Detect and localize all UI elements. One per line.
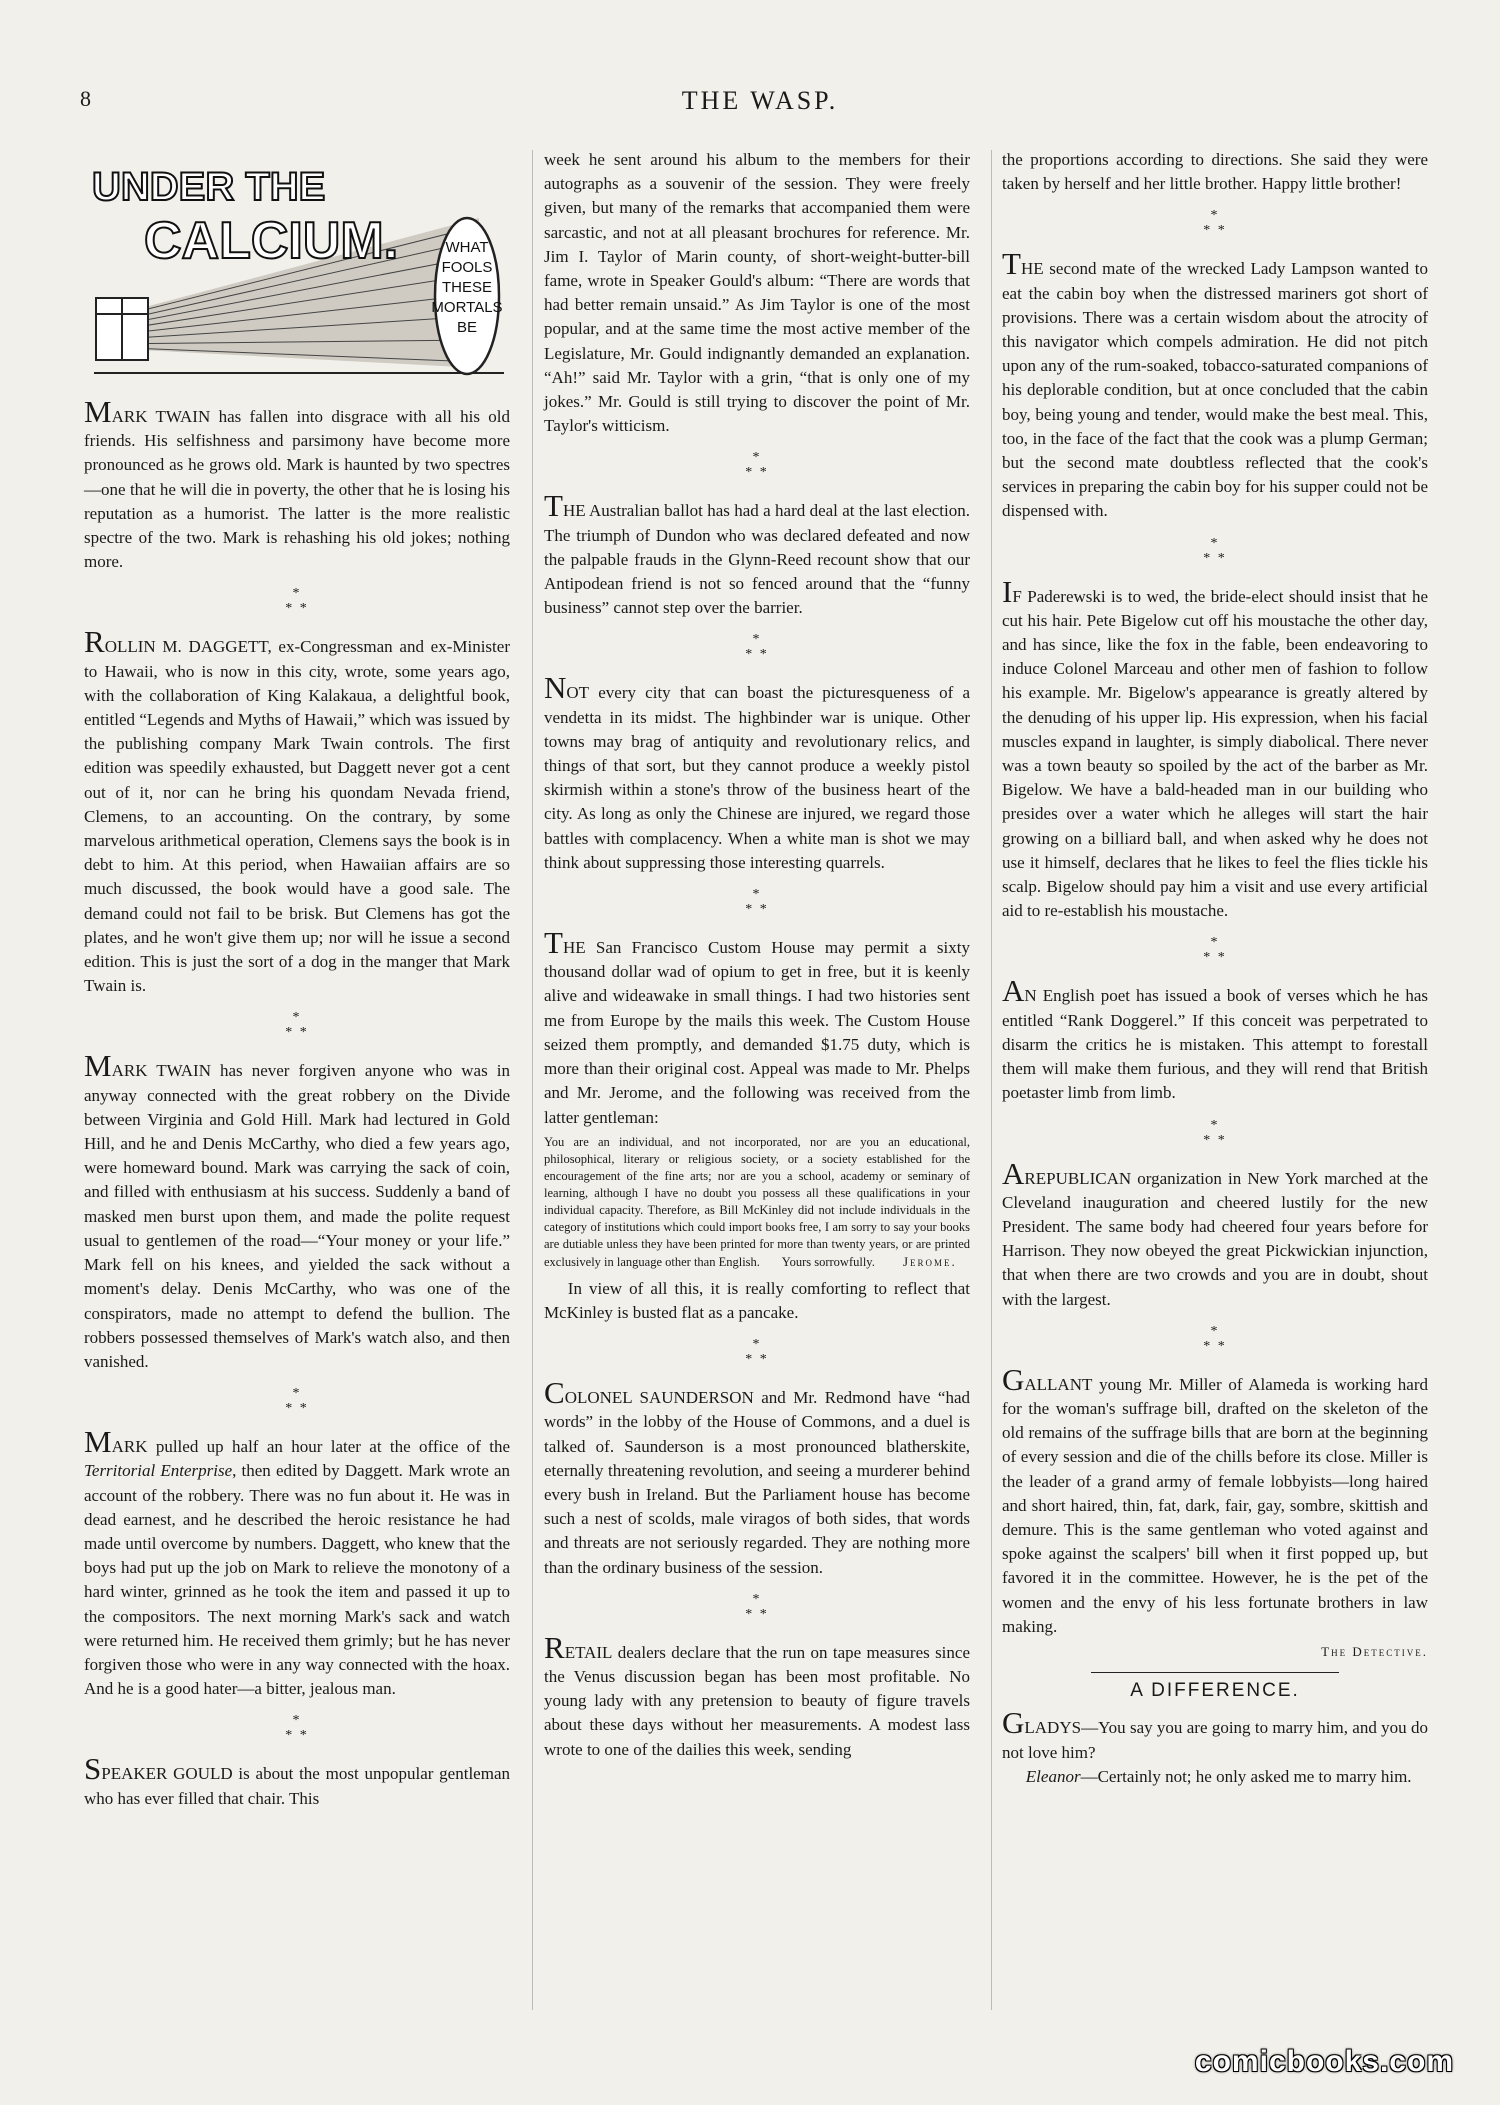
section-separator: * * * (1203, 1323, 1227, 1354)
section-separator: * * * (1203, 935, 1227, 966)
dialogue-gladys: GLADYS—You say you are going to marry him, and you do not love him? (1002, 1705, 1428, 1762)
article-daggett: ROLLIN M. DAGGETT, ex-Congressman and ex-Minister to Hawaii, who is now in this city, wrote, some years ago, with the collaboration of King Kalakaua, a delightful book, entitled “Legends and Myths of Hawaii,” which was issued by the publishing company Mark Twain controls. The first edition was speedily exhausted, but Daggett never got a cent out of it, nor can he bring his quondam Nevada friend, Clemens, to an accounting. On the contrary, by some marvelous arithmetical operation, Clemens says the book is in debt to him. At this period, when Hawaiian affairs are so much discussed, the book would have a good sale. The demand could not fail to be brisk. But Clemens has got the plates, and he won't give them up; nor will he issue a second edition. This is just the sort of a dog in the manger that Mark Twain is. (84, 624, 510, 996)
caption-line: THESE (441, 279, 493, 296)
column-1 (84, 148, 510, 1811)
column-rule (532, 150, 533, 2010)
caption-line: WHAT (445, 239, 489, 256)
article-mark-twain-disgrace: MARK TWAIN has fallen into disgrace with all his old friends. His selfishness and parsimony have become more pronounced as he grows old. Mark is haunted by two spectres—one that he will die in poverty, the other that he is losing his reputation as a humorist. The latter is the more realistic spectre of the two. Mark is rehashing his old jokes; nothing more. (84, 394, 510, 572)
under-the-calcium-illustration (84, 148, 510, 386)
column-3 (1002, 148, 1428, 1789)
section-separator: * * * (745, 1591, 769, 1622)
comicbooks-watermark: comicbooks.com (1194, 2045, 1454, 2078)
article-speaker-gould-continued: week he sent around his album to the members for their autographs as a souvenir of the session. They were freely given, but many of the remarks that accompanied them were sarcastic, and not at all pleasant brochures for reference. Mr. Jim I. Taylor of Marin county, of short-weight-butter-bill fame, wrote in Speaker Gould's album: “There are words that had better remain unsaid.” As Jim Taylor is one of the most popular, and at the same time the most active member of the Legislature, Mr. Gould indignantly demanded an explanation. “Ah!” said Mr. Taylor with a grin, “that is only one of my jokes.” Mr. Gould is still trying to discover the point of Mr. Taylor's witticism. (544, 150, 970, 436)
section-separator: * * * (1203, 1117, 1227, 1148)
page-header (80, 86, 1440, 118)
article-republican-organization: AREPUBLICAN organization in New York marched at the Cleveland inauguration and cheered lustily for the new President. The same body had cheered four years before for Harrison. They now obeyed the great Pickwickian injunction, that when there are two crowds and you are in doubt, shout with the largest. (1002, 1155, 1428, 1309)
section-separator: * * * (1203, 208, 1227, 239)
illustration-title-line1: UNDER THE (92, 165, 326, 209)
section-separator: * * * (745, 632, 769, 663)
dialogue-eleanor: Eleanor—Certainly not; he only asked me to marry him. (1025, 1766, 1412, 1786)
article-custom-house: THE San Francisco Custom House may permit a sixty thousand dollar wad of opium to get in free, but it is keenly alive and wideawake in small things. I had two histories sent me from Europe by the mails this week. The Custom House seized them promptly, and demanded $1.75 duty, which is more than their original cost. Appeal was made to Mr. Phelps and Mr. Jerome, and the following was received from the latter gentleman: (544, 925, 970, 1127)
article-mark-twain-robbery: MARK TWAIN has never forgiven anyone who was in anyway connected with the great robbery on the Divide between Virginia and Gold Hill. Mark had lectured in Gold Hill, and he and Denis McCarthy, who died a few years ago, were homeward bound. Mark was carrying the sack of coin, and filled with enthusiasm at his success. Suddenly a band of masked men burst upon them, and made the polite request usual to gentlemen of the road—“Your money or your life.” Mark fell on his knees, and yielded the sack without a moment's delay. Denis McCarthy, who was one of the conspirators, made no attempt to defend the bullion. The robbers possessed themselves of Mark's watch also, and then vanished. (84, 1048, 510, 1371)
article-australian-ballot: THE Australian ballot has had a hard deal at the last election. The triumph of Dundon who was declared defeated and now the palpable frauds in the Glynn-Reed recount show that our Antipodean friend is not so fenced around that the “funny business” cannot step over the barrier. (544, 488, 970, 618)
section-separator: * * * (285, 1713, 309, 1744)
column-signature: The Detective. (1321, 1643, 1428, 1659)
section-separator: * * * (1203, 535, 1227, 566)
article-tape-measures: RETAIL dealers declare that the run on tape measures since the Venus discussion began has been most profitable. No young lady with any pretension to beauty of figure travels about these days without her measurements. A modest lass wrote to one of the dailies this week, sending (544, 1629, 970, 1759)
page-number: 8 (80, 86, 91, 111)
caption-line: FOOLS (441, 259, 493, 276)
article-paderewski: IF Paderewski is to wed, the bride-elect should insist that he cut his hair. Pete Bigelow cut off his moustache the other day, and has since, like the fox in the fable, been endeavoring to induce Colonel Marceau and other men of fashion to follow his example. Mr. Bigelow's appearance is greatly altered by the denuding of his upper lip. His expression, when his facial muscles expand in laughter, is simply diabolical. There never was a town beauty so spoiled by the act of the barber as Mr. Bigelow. We have a bald-headed man in our building who presides over a water which he alleges will start the hair growing on a billiard ball, and when asked why he does not use it himself, declares that he likes to feel the flies tickle his scalp. Bigelow should pay him a visit and use every artificial aid to re-establish his moustache. (1002, 573, 1428, 921)
article-mr-miller: GALLANT young Mr. Miller of Alameda is working hard for the woman's suffrage bill, drafted on the skeleton of the old remains of the suffrage bills that are born at the beginning of every session and die of the chills before its close. Miller is the leader of a grand army of female lobbyists—long haired and short haired, thin, fat, dark, fair, gay, sombre, skittish and demure. This is the same gentleman who voted against and spoke against the scalpers' bill when it first popped up, but favored it in the committee. However, he is the pet of the women and the envy of his less fortunate brothers in law making. (1002, 1361, 1428, 1636)
section-separator: * * * (745, 450, 769, 481)
column-2 (544, 148, 970, 1762)
article-vendetta: NOT every city that can boast the picturesqueness of a vendetta in its midst. The highbinder war is unique. Other towns may brag of antiquity and revolutionary relics, and things of that sort, but they cannot produce a weekly pistol skirmish within a stone's throw of the business heart of the city. As long as only the Chinese are injured, we regard those battles with complacency. When a white man is shot we may think about suppressing those interesting quarrels. (544, 670, 970, 872)
article-lady-lampson: THE second mate of the wrecked Lady Lampson wanted to eat the cabin boy when the distressed mariners got short of provisions. There was a certain wisdom about the atrocity of this navigator which compels admiration. He did not pitch upon any of the rum-soaked, tobacco-saturated companions of his deplorable condition, but at once concluded that the cabin boy, being young and tender, would make the best meal. This, too, in the face of the fact that the cook was a plump German; but the second mate doubtless reflected that the cook's services in preparing the cabin boy for his supper could not be dispensed with. (1002, 246, 1428, 521)
article-mckinley-comment: In view of all this, it is really comforting to reflect that McKinley is busted flat as a pancake. (544, 1278, 970, 1322)
letter-closing: Yours sorrowfully. (781, 1254, 875, 1269)
letter-signature: Jerome. (903, 1253, 957, 1269)
column-rule (991, 150, 992, 2010)
calcium-light-drawing (84, 148, 510, 386)
illustration-title-line2: CALCIUM. (144, 212, 399, 270)
article-english-poet: AN English poet has issued a book of verses which he has entitled “Rank Doggerel.” If this conceit was perpetrated to disarm the critics he is mistaken. This attempt to forestall them will make them furious, and they will rend that British poetaster limb from limb. (1002, 973, 1428, 1103)
masthead-title: THE WASP. (681, 86, 839, 115)
section-separator: * * * (285, 1386, 309, 1417)
a-difference-heading: A DIFFERENCE. (1130, 1680, 1300, 1702)
section-rule (1091, 1672, 1338, 1673)
article-tape-measures-continued: the proportions according to directions. She said they were taken by herself and her little brother. Happy little brother! (1002, 150, 1428, 194)
section-separator: * * * (285, 586, 309, 617)
section-separator: * * * (285, 1010, 309, 1041)
article-speaker-gould: SPEAKER GOULD is about the most unpopular gentleman who has ever filled that chair. This (84, 1751, 510, 1808)
section-separator: * * * (745, 887, 769, 918)
article-mark-twain-hoax: MARK pulled up half an hour later at the office of the Territorial Enterprise, then edited by Daggett. Mark wrote an account of the robbery. There was no fun about it. He was in dead earnest, and he described the heroic resistance he had made until overcome by numbers. Daggett, who knew that the boys had put up the job on Mark to relieve the monotony of a hard winter, grinned as he took the item and passed it up to the compositors. The next morning Mark's sack and watch were returned him. He received them grimly; but he has never forgiven those who were in any way connected with the hoax. And he is a good hater—a bitter, jealous man. (84, 1424, 510, 1699)
section-separator: * * * (745, 1337, 769, 1368)
article-colonel-saunderson: COLONEL SAUNDERSON and Mr. Redmond have “had words” in the lobby of the House of Commons, and a duel is talked of. Saunderson is a most pronounced blatherskite, eternally threatening revolution, and seeing a murderer behind every bush in Ireland. But the Parliament house has become such a nest of scolds, male viragos of both sides, that words and threats are not seriously regarded. They are nothing more than the ordinary business of the session. (544, 1375, 970, 1577)
jerome-letter: You are an individual, and not incorporated, nor are you an educational, philosophical, literary or religious society, or a society established for the encouragement of the fine arts; nor are you a school, academy or seminary of learning, although I have no doubt you possess all these qualifications in your individual capacity. Therefore, as Bill McKinley did not include individuals in the category of institutions which could import books free, I am sorry to say your books are dutiable unless they have been printed for more than twenty years, or are printed exclusively in language other than English. Yours sorrowfully. Jerome. (544, 1134, 970, 1269)
caption-line: MORTALS (431, 299, 503, 316)
caption-line: BE (456, 319, 478, 336)
